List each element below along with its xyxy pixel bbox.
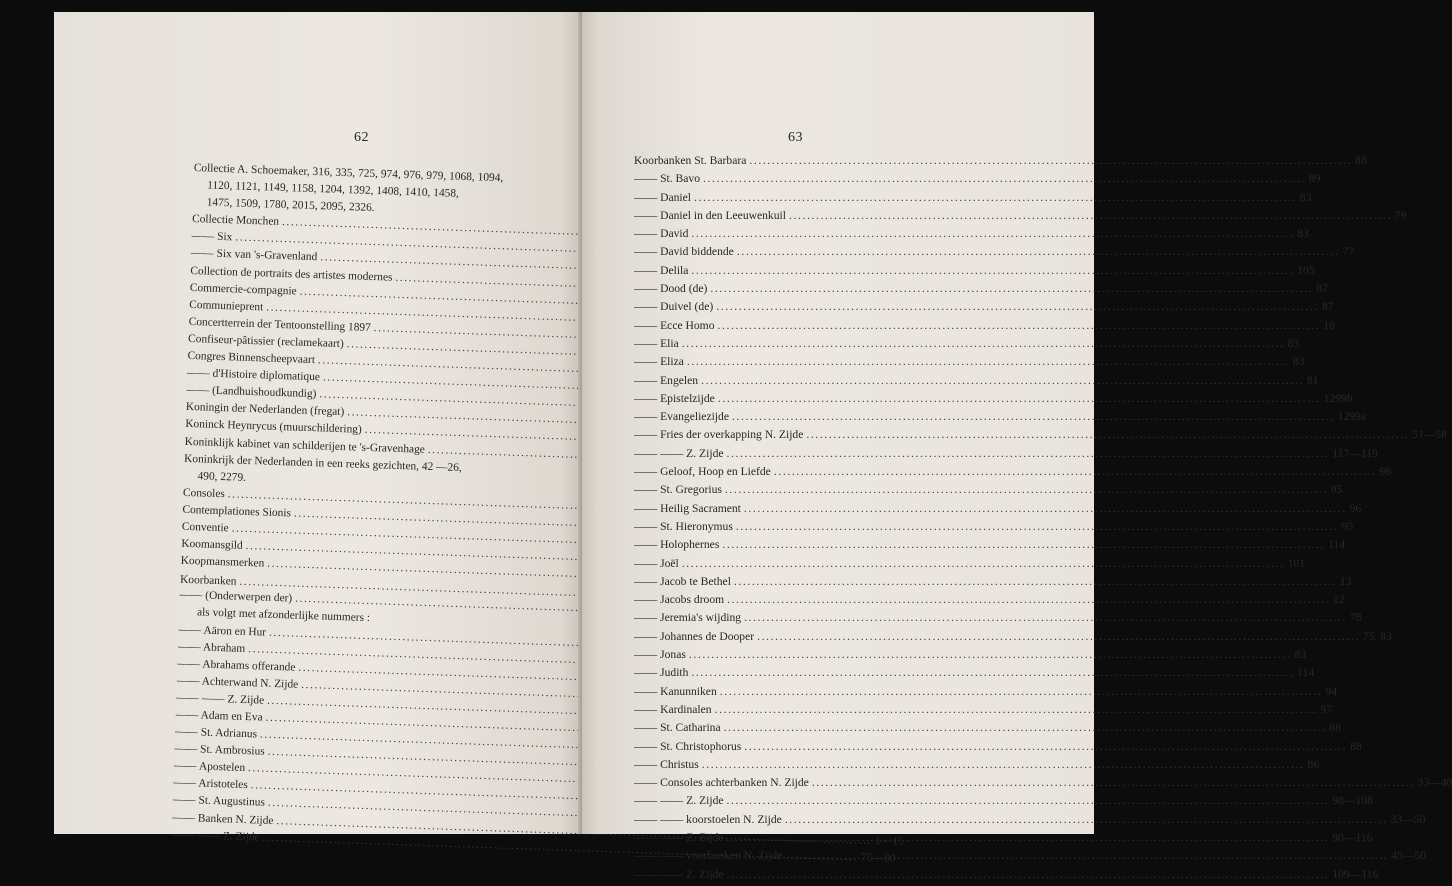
entry-label: —— Kardinalen <box>634 702 712 716</box>
entry-reference: 81 <box>1306 373 1319 387</box>
entry-label: Communieprent <box>189 298 264 314</box>
index-entry <box>634 849 1427 867</box>
index-entry <box>634 465 1392 483</box>
leader-dots <box>720 685 1323 698</box>
index-entry <box>634 373 1319 392</box>
index-entry <box>634 721 1342 739</box>
entry-label: —— —— Z. Zijde <box>634 794 724 808</box>
entry-reference: 83 <box>1297 227 1309 241</box>
leader-dots <box>737 245 1340 258</box>
leader-dots <box>757 630 1360 643</box>
entry-reference: 101 <box>1287 556 1305 570</box>
entry-label: —— Holophernes <box>634 538 720 552</box>
entry-reference: 95 <box>1330 483 1343 497</box>
leader-dots <box>715 703 1318 716</box>
index-entry <box>634 556 1305 575</box>
entry-reference: 77 <box>1342 245 1355 259</box>
entry-label: —— Jeremia's wijding <box>634 611 742 625</box>
leader-dots <box>785 849 1388 865</box>
leader-dots <box>691 227 1294 240</box>
index-entry <box>634 812 1426 831</box>
leader-dots <box>724 721 1327 734</box>
leader-dots <box>727 794 1330 807</box>
leader-dots <box>774 465 1377 478</box>
leader-dots <box>691 666 1294 679</box>
entry-label: Conventie <box>181 520 229 535</box>
entry-label: —— Aristoteles <box>173 777 248 792</box>
entry-reference: 97 <box>1320 702 1332 716</box>
index-entry <box>634 702 1332 721</box>
entry-label: —— Geloof, Hoop en Liefde <box>634 465 771 479</box>
leader-dots <box>734 575 1337 588</box>
index-entry <box>634 300 1334 318</box>
entry-label: —— Adam en Eva <box>175 708 263 724</box>
entry-label: Koorbanken St. Barbara <box>634 154 747 167</box>
index-entry <box>634 830 1373 849</box>
entry-reference: 51—58 <box>1412 428 1447 442</box>
leader-dots <box>727 831 1330 844</box>
leader-dots <box>718 319 1321 332</box>
entry-reference: 88 <box>1329 721 1342 735</box>
index-entry <box>634 208 1407 227</box>
entry-label: Koninklijk kabinet van schilderijen te 's-Gravenhage <box>184 435 426 456</box>
index-entry <box>634 574 1352 593</box>
entry-label: —— Christus <box>634 757 699 771</box>
entry-label: 1475, 1509, 1780, 2015, 2095, 2326. <box>206 196 375 215</box>
leader-dots <box>812 776 1415 789</box>
entry-reference: 105 <box>1297 263 1315 277</box>
index-entry <box>634 757 1320 776</box>
entry-reference: 83 <box>1287 336 1300 350</box>
entry-label: —— Engelen <box>634 373 699 387</box>
page-number: 62 <box>354 130 369 145</box>
index-entry <box>634 519 1354 538</box>
entry-label: —— David <box>634 227 689 241</box>
entry-label: —— St. Adrianus <box>174 725 258 741</box>
entry-label: —— Six <box>191 230 233 244</box>
entry-label: —— Daniel in den Leeuwenkuil <box>634 208 786 222</box>
leader-dots <box>702 758 1305 771</box>
entry-label: Koningin der Nederlanden (fregat) <box>185 401 345 419</box>
entry-reference: 89 <box>1308 172 1321 186</box>
leader-dots <box>789 209 1392 222</box>
leader-dots <box>694 191 1297 204</box>
index-entry <box>634 154 1367 172</box>
entry-label: —— —— voorbanken N. Zijde <box>634 849 783 863</box>
entry-label: —— Judith <box>634 666 689 680</box>
entry-reference: 117—119 <box>1332 446 1378 460</box>
leader-dots <box>732 410 1335 423</box>
leader-dots <box>725 483 1328 496</box>
entry-reference: 98—116 <box>1332 830 1373 844</box>
index-entry <box>634 648 1307 666</box>
entry-label: —— —— Z. Zijde <box>171 828 260 844</box>
entry-label: Congres Binnenscheepvaart <box>187 349 316 367</box>
index-entry <box>634 629 1392 648</box>
entry-label: Contemplationes Sionis <box>182 503 292 520</box>
index-list <box>634 154 1452 886</box>
entry-label: —— St. Hieronymus <box>634 519 733 533</box>
entry-reference: 12 <box>1332 593 1345 607</box>
index-entry <box>634 355 1305 373</box>
entry-label: 490, 2279. <box>197 469 247 484</box>
entry-reference: 96 <box>1379 465 1392 479</box>
entry-label: —— —— Z. Zijde <box>634 446 724 460</box>
leader-dots <box>727 593 1330 606</box>
index-entry <box>634 794 1373 812</box>
entry-reference: 75—80 <box>861 851 896 865</box>
entry-label: Koninck Heynrycus (muurschildering) <box>185 418 362 437</box>
index-entry <box>634 263 1315 282</box>
entry-reference: 45—50 <box>1391 849 1427 863</box>
entry-label: Koorbanken <box>179 574 237 588</box>
entry-reference: 1—15 <box>874 834 904 848</box>
entry-label: —— Jacob te Bethel <box>634 574 731 588</box>
index-entry <box>634 483 1343 501</box>
index-entry <box>634 446 1378 465</box>
leader-dots <box>703 172 1306 185</box>
entry-label: —— Duivel (de) <box>634 300 714 314</box>
entry-label: —— Consoles achterbanken N. Zijde <box>634 776 809 790</box>
entry-label: Koomansgild <box>181 537 243 552</box>
leader-dots <box>744 740 1347 753</box>
entry-reference: 88 <box>1355 154 1367 167</box>
leader-dots <box>716 300 1319 313</box>
entry-label: —— (Landhuishoudkundig) <box>186 384 317 401</box>
entry-label: Concertterrein der Tentoonstelling 1897 <box>188 315 371 334</box>
entry-reference: 83 <box>1292 355 1305 369</box>
entry-label: —— —— Z. Zijde <box>634 867 724 881</box>
entry-reference: 1299b <box>1323 391 1353 405</box>
entry-label: —— Banken N. Zijde <box>172 811 274 827</box>
entry-reference: 114 <box>1297 666 1315 680</box>
entry-reference: 83 <box>1294 648 1307 662</box>
index-entry <box>634 684 1338 703</box>
index-entry <box>634 190 1312 209</box>
entry-label: —— Epistelzijde <box>634 391 715 405</box>
index-entry <box>634 538 1346 556</box>
entry-label: —— Evangeliezijde <box>634 410 729 424</box>
leader-dots <box>722 538 1325 551</box>
entry-reference: 87 <box>1316 282 1328 296</box>
entry-reference: 10 <box>1323 318 1335 332</box>
entry-label: —— —— Z. Zijde <box>634 830 724 844</box>
entry-label: —— d'Histoire diplomatique <box>186 367 321 384</box>
entry-reference: 109—116 <box>1332 867 1379 881</box>
entry-label: —— Elia <box>634 336 679 350</box>
leader-dots <box>749 154 1352 167</box>
entry-label: —— Abraham <box>177 640 246 655</box>
entry-label: —— Dood (de) <box>634 282 708 296</box>
entry-reference: 94 <box>1325 684 1338 698</box>
entry-label: —— Fries der overkapping N. Zijde <box>634 428 804 442</box>
entry-label: —— Abrahams offerande <box>177 657 296 674</box>
entry-reference: 33—40 <box>1417 776 1452 790</box>
entry-label: —— St. Gregorius <box>634 483 722 497</box>
entry-reference: 98—108 <box>1332 794 1373 808</box>
index-entry <box>634 318 1335 337</box>
entry-label: —— —— koorstoelen N. Zijde <box>634 812 782 826</box>
entry-reference: 75, 83 <box>1362 629 1392 643</box>
index-entry <box>634 867 1379 886</box>
index-entry <box>634 336 1300 355</box>
entry-reference: 83 <box>1299 190 1312 204</box>
leader-dots <box>718 392 1321 405</box>
index-entry <box>634 282 1328 300</box>
entry-reference: 33—50 <box>1390 812 1426 826</box>
entry-label: —— Aäron en Hur <box>178 623 267 639</box>
entry-label: —— Six van 's-Gravenland <box>190 247 318 264</box>
entry-label: —— Heilig Sacrament <box>634 501 741 515</box>
entry-label: —— St. Ambrosius <box>174 742 265 758</box>
entry-label: —— Eliza <box>634 355 684 369</box>
index-entry <box>634 172 1321 190</box>
entry-label: —— Apostelen <box>173 759 246 775</box>
index-entry <box>634 593 1345 611</box>
entry-label: Collectie Monchen <box>191 213 280 229</box>
entry-label: Commercie-compagnie <box>189 281 297 298</box>
leader-dots <box>785 813 1388 826</box>
index-entry <box>634 739 1362 758</box>
leader-dots <box>727 447 1330 460</box>
page-number: 63 <box>788 130 803 145</box>
leader-dots <box>682 337 1285 350</box>
entry-label: —— Kanunniken <box>634 684 717 698</box>
index-entry <box>634 428 1447 446</box>
entry-label: —— Ecce Homo <box>634 318 715 332</box>
entry-label: 1120, 1121, 1149, 1158, 1204, 1392, 1408, 1410, 1458, <box>207 179 460 200</box>
entry-label: —— Jacobs droom <box>634 593 725 607</box>
entry-label: —— St. Christophorus <box>634 739 742 753</box>
leader-dots <box>691 264 1294 277</box>
entry-reference: 79 <box>1394 208 1407 222</box>
entry-label: —— (Onderwerpen der) <box>179 589 293 605</box>
index-entry <box>634 245 1355 263</box>
entry-label: —— Delila <box>634 263 689 277</box>
index-entry <box>634 391 1353 410</box>
index-entry <box>634 227 1309 245</box>
leader-dots <box>682 557 1285 570</box>
leader-dots <box>736 520 1339 533</box>
index-entry <box>634 501 1362 520</box>
entry-reference: 88 <box>1350 739 1362 753</box>
index-entry <box>634 410 1367 428</box>
entry-reference: 86 <box>1307 757 1320 771</box>
entry-label: —— St. Augustinus <box>172 794 266 810</box>
entry-reference: 78 <box>1349 611 1362 625</box>
leader-dots <box>701 374 1304 387</box>
entry-label: —— Daniel <box>634 190 691 204</box>
leader-dots <box>727 868 1330 881</box>
entry-reference: 1299a <box>1337 410 1367 424</box>
leader-dots <box>744 611 1347 624</box>
entry-label: als volgt met afzonderlijke nummers : <box>196 606 371 625</box>
entry-reference: 114 <box>1328 538 1346 552</box>
entry-label: —— Johannes de Dooper <box>634 629 755 643</box>
entry-label: —— St. Bavo <box>634 172 701 186</box>
entry-label: Koopmansmerken <box>180 554 265 570</box>
entry-label: —— —— Z. Zijde <box>176 691 265 707</box>
leader-dots <box>806 428 1409 441</box>
entry-label: Confiseur-pâtissier (reclamekaart) <box>187 332 344 350</box>
entry-label: Koninkrijk der Nederlanden in een reeks gezichten, 42 —26, <box>183 452 462 474</box>
entry-reference: 95 <box>1341 519 1354 533</box>
entry-reference: 96 <box>1349 501 1362 515</box>
leader-dots <box>687 355 1290 368</box>
index-entry <box>634 776 1452 794</box>
entry-label: Consoles <box>182 486 225 500</box>
leader-dots <box>710 282 1313 295</box>
entry-reference: 13 <box>1339 574 1352 588</box>
entry-label: Collection de portraits des artistes modernes <box>190 264 393 284</box>
entry-reference: 87 <box>1322 300 1334 314</box>
entry-label: —— St. Catharina <box>634 721 721 735</box>
leader-dots <box>689 648 1292 661</box>
entry-label: —— Joël <box>634 556 679 570</box>
entry-label: —— Achterwand N. Zijde <box>176 674 299 691</box>
index-entry <box>634 666 1315 684</box>
leader-dots <box>744 502 1347 515</box>
entry-label: —— Jonas <box>634 648 686 662</box>
entry-label: Collectie A. Schoemaker, 316, 335, 725, 974, 976, 979, 1068, 1094, <box>193 162 504 185</box>
entry-label: —— David biddende <box>634 245 734 259</box>
index-entry <box>634 611 1362 629</box>
